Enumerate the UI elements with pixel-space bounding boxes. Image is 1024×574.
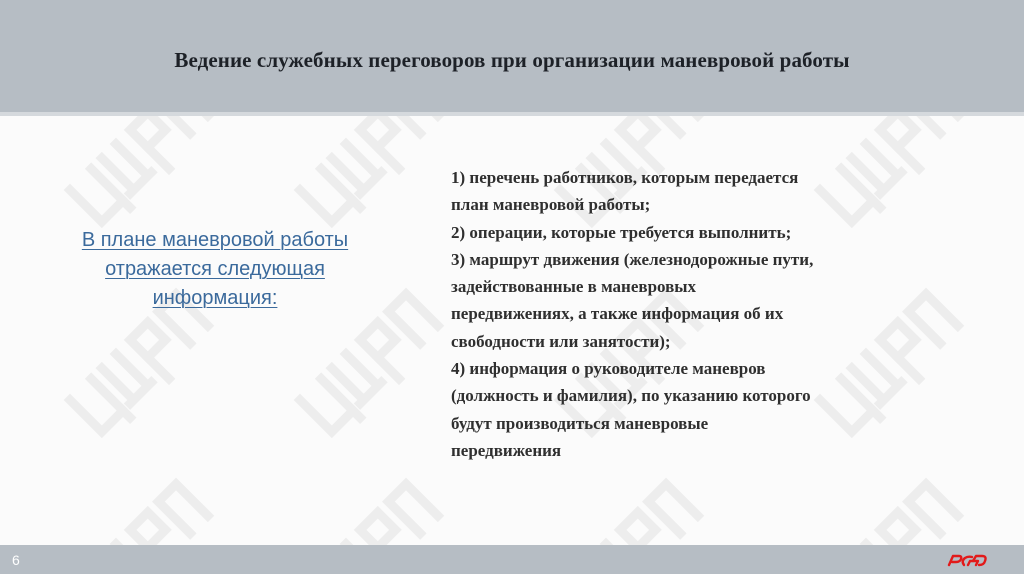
info-list-line: план маневровой работы; — [451, 195, 651, 215]
info-list-line: свободности или занятости); — [451, 331, 671, 351]
left-info-line: информация: — [152, 287, 278, 309]
slide-header — [0, 0, 1024, 116]
left-info-link[interactable] — [40, 226, 390, 313]
page-number: 6 — [12, 552, 20, 568]
info-list-line: передвижениях, а также информация об их — [451, 304, 784, 324]
slide-footer — [0, 545, 1024, 574]
info-list-line: 1) перечень работников, которым передается — [451, 168, 799, 187]
info-list-line: 4) информация о руководителе маневров — [451, 359, 766, 379]
info-list-line: 2) операции, которые требуется выполнить; — [451, 222, 792, 242]
info-list-line: (должность и фамилия), по указанию которого — [451, 386, 811, 406]
info-list — [451, 164, 971, 464]
left-info-line: отражается следующая — [105, 258, 325, 280]
rzd-logo-icon — [946, 553, 996, 567]
info-list-line: будут производиться маневровые — [451, 413, 709, 433]
left-info-line: В плане маневровой работы — [81, 229, 349, 251]
slide-title: Ведение служебных переговоров при организации маневровой работы — [174, 48, 850, 72]
info-list-line: 3) маршрут движения (железнодорожные пути, — [451, 249, 814, 269]
info-list-line: задействованные в маневровых — [451, 277, 697, 297]
info-list-line: передвижения — [451, 440, 562, 460]
